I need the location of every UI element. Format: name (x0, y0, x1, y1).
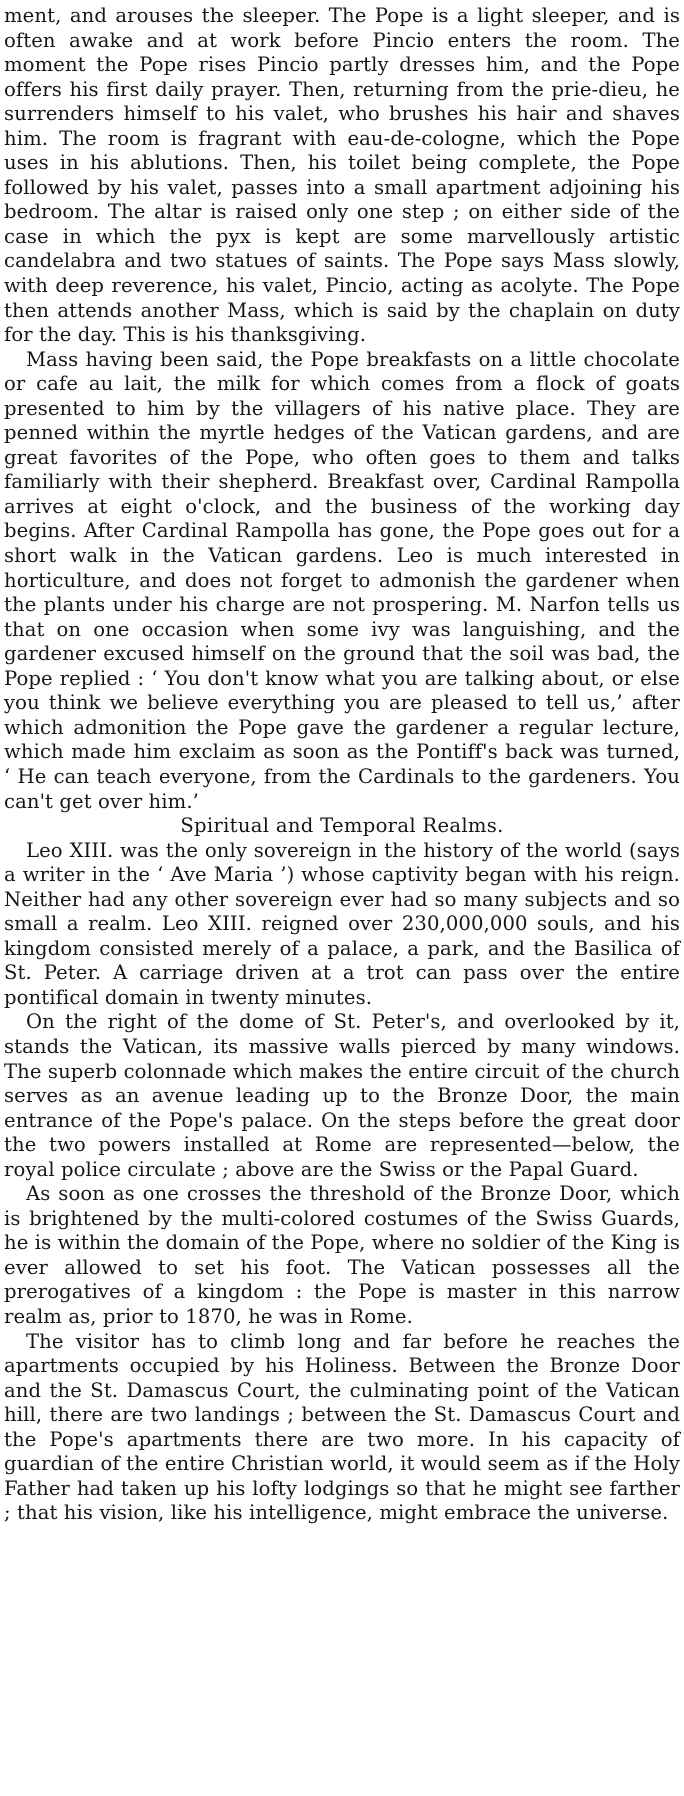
paragraph-visitor: The visitor has to climb long and far before he reaches the apartments occupied by his Holiness. Between the Bronze Door and the St. Damascus Court, the culminating point of the Vatican hill, there are two landings ; between the St. Damascus Court and the Pope's apartments there are two more. In his capacity of guardian of the entire Christian world, it would seem as if the Holy Father had taken up his lofty lodgings so that he might see farther ; that his vision, like his intelligence, might embrace the universe. (4, 1329, 680, 1525)
paragraph-bronze-door: As soon as one crosses the threshold of the Bronze Door, which is brightened by the multi-colored costumes of the Swiss Guards, he is within the domain of the Pope, where no soldier of the King is ever allowed to set his foot. The Vatican possesses all the prerogatives of a kingdom : the Pope is master in this narrow realm as, prior to 1870, he was in Rome. (4, 1182, 680, 1328)
paragraph-vatican: On the right of the dome of St. Peter's, and overlooked by it, stands the Vatican, its massive walls pierced by many windows. The superb colonnade which makes the entire circuit of the church serves as an avenue leading up to the Bronze Door, the main entrance of the Pope's palace. On the steps before the great door the two powers installed at Rome are represented—below, the royal police circulate ; above are the Swiss or the Papal Guard. (4, 1010, 680, 1181)
paragraph-breakfast: Mass having been said, the Pope breakfasts on a little chocolate or cafe au lait, the milk for which comes from a flock of goats presented to him by the villagers of his native place. They are penned within the myrtle hedges of the Vatican gardens, and are great favorites of the Pope, who often goes to them and talks familiarly with their shepherd. Breakfast over, Cardinal Rampolla arrives at eight o'clock, and the business of the working day begins. After Cardinal Rampolla has gone, the Pope goes out for a short walk in the Vatican gardens. Leo is much interested in horticulture, and does not forget to admonish the gardener when the plants under his charge are not prospering. M. Narfon tells us that on one occasion when some ivy was languishing, and the gardener excused himself on the ground that the soil was bad, the Pope replied : ‘ You don't know what you are talking about, or else you think we believe everything you are pleased to tell us,’ after which admonition the Pope gave the gardener a regular lecture, which made him exclaim as soon as the Pontiff's back was turned, ‘ He can teach everyone, from the Cardinals to the gardeners. You can't get over him.’ (4, 347, 680, 813)
article-column (4, 4, 680, 1526)
paragraph-continuation: ment, and arouses the sleeper. The Pope is a light sleeper, and is often awake and at work before Pincio enters the room. The moment the Pope rises Pincio partly dresses him, and the Pope offers his first daily prayer. Then, returning from the prie-dieu, he surrenders himself to his valet, who brushes his hair and shaves him. The room is fragrant with eau-de-cologne, which the Pope uses in his ablutions. Then, his toilet being complete, the Pope followed by his valet, passes into a small apartment adjoining his bedroom. The altar is raised only one step ; on either side of the case in which the pyx is kept are some marvellously artistic candelabra and two statues of saints. The Pope says Mass slowly, with deep reverence, his valet, Pincio, acting as acolyte. The Pope then attends another Mass, which is said by the chaplain on duty for the day. This is his thanksgiving. (4, 4, 680, 347)
paragraph-sovereign: Leo XIII. was the only sovereign in the history of the world (says a writer in the ‘ Ave Maria ’) whose captivity began with his reign. Neither had any other sovereign ever had so many subjects and so small a realm. Leo XIII. reigned over 230,000,000 souls, and his kingdom consisted merely of a palace, a park, and the Basilica of St. Peter. A carriage driven at a trot can pass over the entire pontifical domain in twenty minutes. (4, 838, 680, 1009)
section-heading: Spiritual and Temporal Realms. (180, 814, 504, 838)
